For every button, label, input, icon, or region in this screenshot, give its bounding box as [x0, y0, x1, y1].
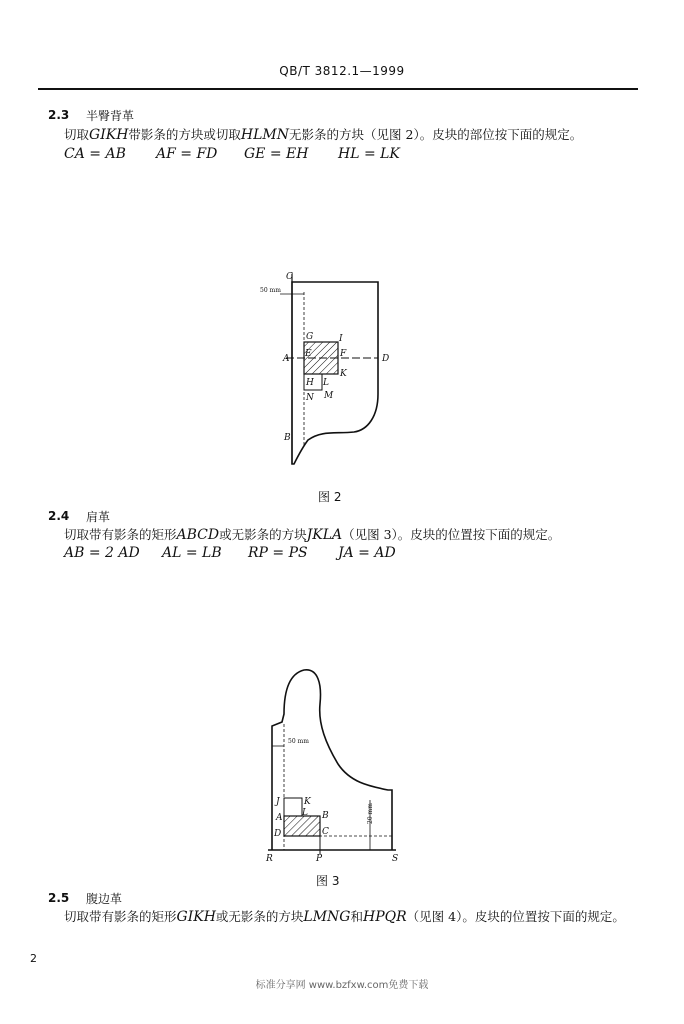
label-c: C	[286, 272, 293, 282]
label-s: S	[392, 854, 399, 864]
region-label: ABCD	[176, 527, 220, 543]
label-b: B	[284, 433, 291, 443]
section-2-4-paragraph	[64, 526, 654, 544]
footer-watermark: 标准分享网 www.bzfxw.com免费下载	[255, 980, 429, 991]
label-l: L	[323, 378, 329, 388]
text-run: 带影条的方块或切取	[128, 127, 241, 142]
dimension-label: 50 mm	[260, 287, 281, 294]
label-m: M	[324, 391, 334, 401]
region-label: HLMN	[240, 127, 290, 143]
label-c: C	[322, 827, 329, 837]
equation-ge-eh: GE = EH	[244, 146, 309, 162]
text-run: 切取带有影条的矩形	[64, 909, 177, 924]
label-g: G	[306, 332, 314, 342]
section-number-2-5: 2.5	[48, 891, 70, 905]
region-label: GIKH	[176, 909, 216, 925]
equation-af-fd: AF = FD	[156, 146, 218, 162]
text-run: （见图 3）。皮块的位置按下面的规定。	[342, 527, 561, 542]
equation-ab-2ad: AB = 2 AD	[64, 545, 140, 561]
section-title-2-5: 腹边革	[86, 892, 123, 906]
equation-al-lb: AL = LB	[162, 545, 222, 561]
figure-3-diagram	[258, 664, 408, 864]
section-number-2-3: 2.3	[48, 108, 70, 122]
label-l: L	[302, 808, 308, 818]
label-r: R	[266, 854, 273, 864]
label-k: K	[340, 369, 347, 379]
label-d: D	[382, 354, 390, 364]
equation-hl-lk: HL = LK	[338, 146, 400, 162]
section-2-5-paragraph	[64, 908, 654, 926]
label-j: J	[276, 797, 280, 807]
section-title-2-4: 肩革	[86, 510, 111, 524]
document-code-header: QB/T 3812.1—1999	[279, 64, 405, 78]
block-jkla	[284, 798, 302, 816]
text-run: 无影条的方块（见图 2）。皮块的部位按下面的规定。	[289, 127, 583, 142]
hatched-block-abcd	[284, 816, 320, 836]
figure-2-diagram	[250, 266, 410, 470]
header-rule	[38, 88, 638, 90]
label-a: A	[276, 813, 283, 823]
label-h: H	[306, 378, 314, 388]
label-e: E	[305, 349, 312, 359]
label-k: K	[304, 797, 311, 807]
equation-ja-ad: JA = AD	[338, 545, 396, 561]
text-run: （见图 4）。皮块的位置按下面的规定。	[406, 909, 625, 924]
figure-2-caption: 图 2	[318, 490, 342, 504]
text-run: 或无影条的方块	[215, 909, 304, 924]
label-b: B	[322, 811, 329, 821]
section-number-2-4: 2.4	[48, 509, 70, 523]
label-p: P	[316, 854, 323, 864]
label-n: N	[306, 393, 314, 403]
region-label: GIKH	[89, 127, 129, 143]
equation-rp-ps: RP = PS	[248, 545, 308, 561]
region-label: LMNG	[303, 909, 351, 925]
section-title-2-3: 半臀背革	[86, 109, 135, 123]
text-run: 切取	[64, 127, 90, 142]
text-run: 或无影条的方块	[219, 527, 307, 542]
label-i: I	[339, 334, 343, 344]
region-label: JKLA	[306, 527, 343, 543]
dimension-label-vertical: 20 mm	[367, 803, 374, 824]
dimension-label: 50 mm	[288, 738, 309, 745]
text-run: 和	[350, 909, 364, 924]
label-d: D	[274, 829, 282, 839]
equation-ca-ab: CA = AB	[64, 146, 126, 162]
page-number: 2	[30, 952, 37, 965]
section-2-3-paragraph	[64, 126, 654, 144]
region-label: HPQR	[363, 909, 407, 925]
label-a: A	[283, 354, 290, 364]
figure-3-caption: 图 3	[316, 874, 340, 888]
text-run: 切取带有影条的矩形	[64, 527, 177, 542]
label-f: F	[340, 349, 347, 359]
